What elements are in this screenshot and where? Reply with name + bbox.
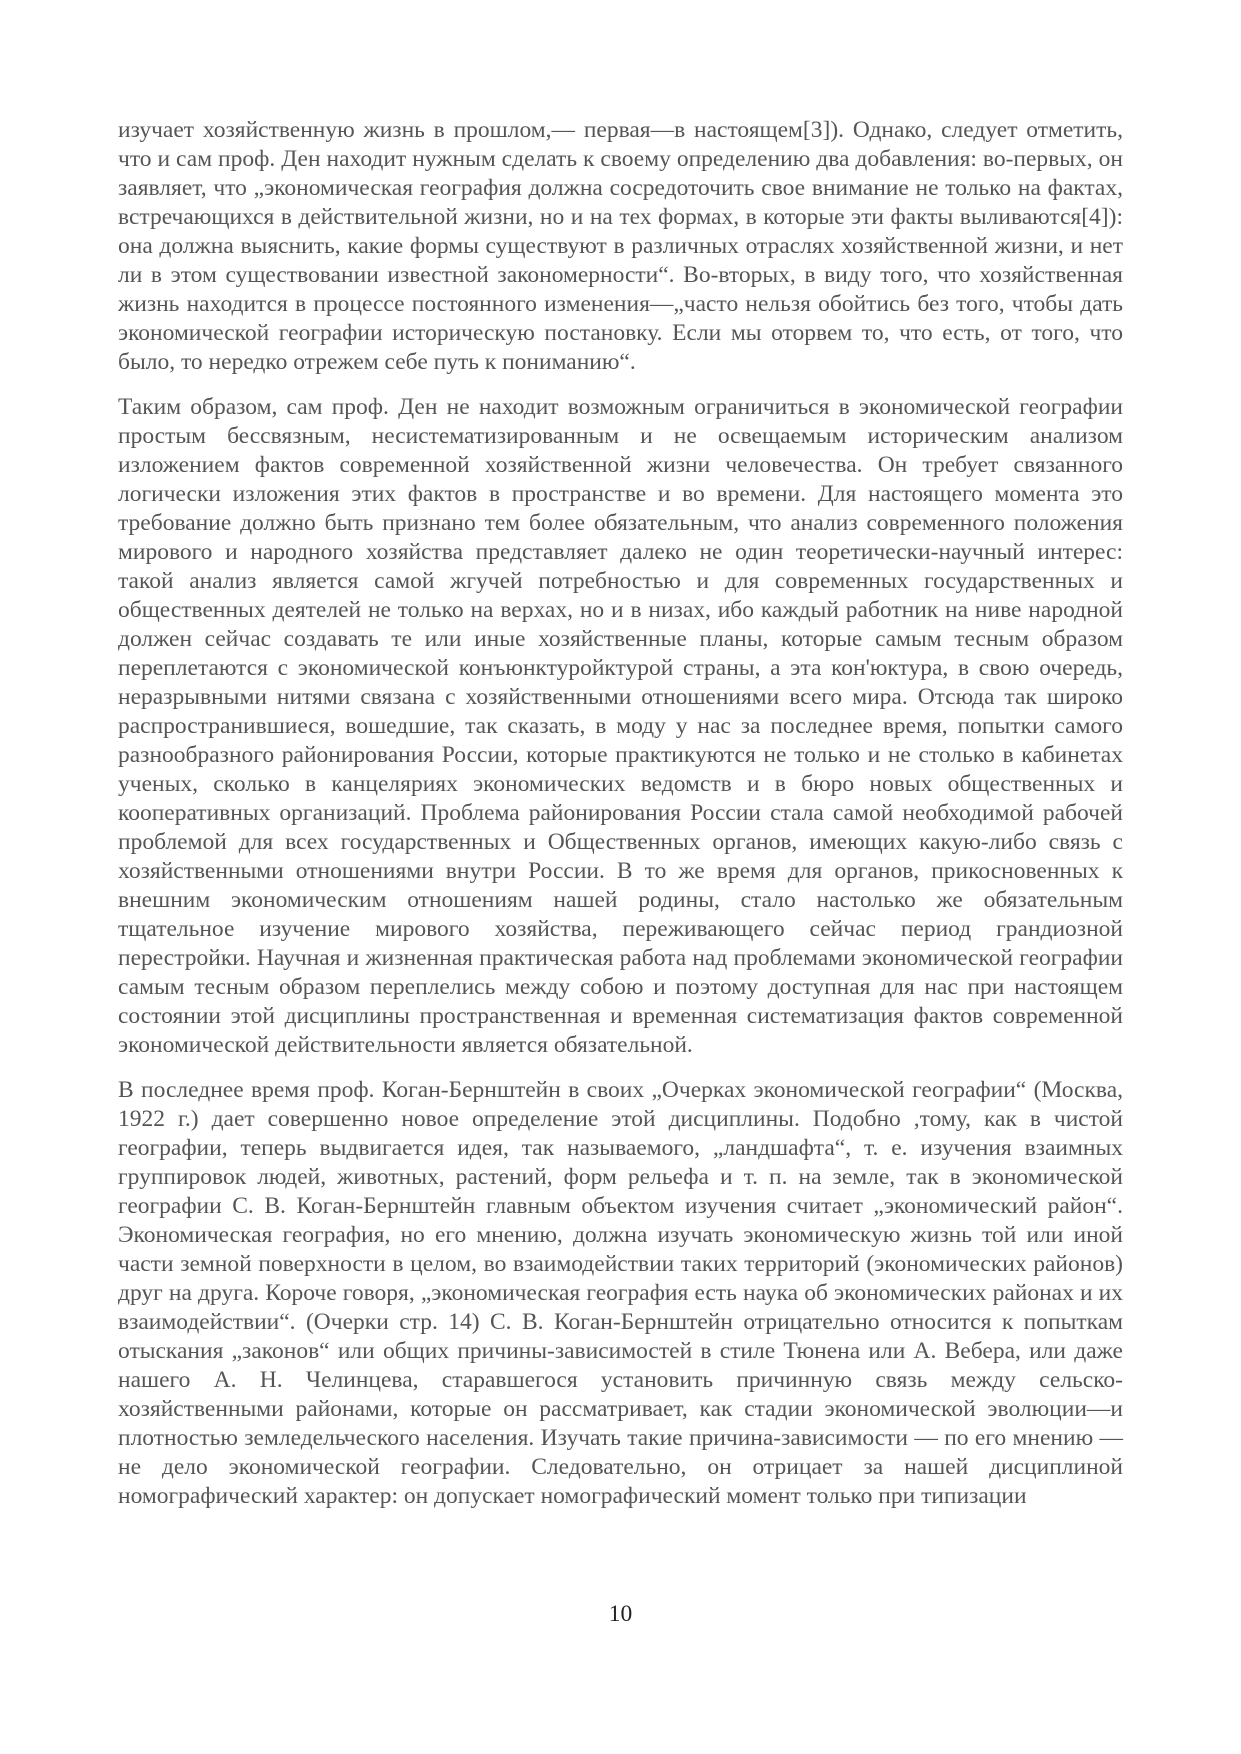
paragraph-2: Таким образом, сам проф. Ден не находит возможным ограничиться в экономической географии простым бессвязным, несистематизированным и не освещаемым историческим анализом изложением фактов современной хозяйственной жизни человечества. Он требует связанного логически изложения этих фактов в пространстве и во времени. Для настоящего момента это требование должно быть признано тем более обязательным, что анализ современного положения мирового и народного хозяйства представляет далеко не один теоретически-научный интерес: такой анализ является самой жгучей потребностью и для современных государственных и общественных деятелей не только на верхах, но и в низах, ибо каждый работник на ниве народной должен сейчас создавать те или иные хозяйственные планы, которые самым тесным образом переплетаются с экономической конъюнктуройктурой страны, а эта кон'юктура, в свою очередь, неразрывными нитями связана с хозяйственными отношениями всего мира. Отсюда так широко распространившиеся, вошедшие, так сказать, в моду у нас за последнее время, попытки самого разнообразного районирования России, которые практикуются не только и не столько в кабинетах ученых, сколько в канцеляриях экономических ведомств и в бюро новых общественных и кооперативных организаций. Проблема районирования России стала самой необходимой рабочей проблемой для всех государственных и Общественных органов, имеющих какую-либо связь с хозяйственными отношениями внутри России. В то же время для органов, прикосновенных к внешним экономическим отношениям нашей родины, стало настолько же обязательным тщательное изучение мирового хозяйства, переживающего сейчас период грандиозной перестройки. Научная и жизненная практическая работа над проблемами экономической географии самым тесным образом переплелись между собою и поэтому доступная для нас при настоящем состоянии этой дисциплины пространственная и временная систематизация фактов современной экономической действительности является обязательной. xyxy=(118,394,1123,1058)
paragraph-3: В последнее время проф. Коган-Бернштейн в своих „Очерках экономической географии“ (Москва, 1922 г.) дает совершенно новое определение этой дисциплины. Подобно ,тому, как в чистой географии, теперь выдвигается идея, так называемого, „ландшафта“, т. е. изучения взаимных группировок людей, животных, растений, форм рельефа и т. п. на земле, так в экономической географии С. В. Коган-Бернштейн главным объектом изучения считает „экономический район“. Экономическая география, но его мнению, должна изучать экономическую жизнь той или иной части земной поверхности в целом, во взаимодействии таких территорий (экономических районов) друг на друга. Короче говоря, „экономическая география есть наука об экономических районах и их взаимодействии“. (Очерки стр. 14) С. В. Коган-Бернштейн отрицательно относится к попыткам отыскания „законов“ или общих причины-зависимостей в стиле Тюнена или А. Вебера, или даже нашего А. Н. Челинцева, старавшегося установить причинную связь между сельско-хозяйственными районами, которые он рассматривает, как стадии экономической эволюции—и плотностью земледельческого населения. Изучать такие причина-зависимости — по его мнению — не дело экономической географии. Следовательно, он отрицает за нашей дисциплиной номографический характер: он допускает номографический момент только при типизации xyxy=(118,1077,1123,1509)
paragraph-1: изучает хозяйственную жизнь в прошлом,— первая—в настоящем[3]). Однако, следует отметить, что и сам проф. Ден находит нужным сделать к своему определению два добавления: во-первых, он заявляет, что „экономическая география должна сосредоточить свое внимание не только на фактах, встречающихся в действительной жизни, но и на тех формах, в которые эти факты выливаются[4]): она должна выяснить, какие формы существуют в различных отраслях хозяйственной жизни, и нет ли в этом существовании известной закономерности“. Во-вторых, в виду того, что хозяйственная жизнь находится в процессе постоянного изменения—„часто нельзя обойтись без того, чтобы дать экономической географии историческую постановку. Если мы оторвем то, что есть, от того, что было, то нередко отрежем себе путь к пониманию“. xyxy=(118,117,1123,375)
page-body xyxy=(118,116,1123,1527)
page-number: 10 xyxy=(608,1601,633,1627)
